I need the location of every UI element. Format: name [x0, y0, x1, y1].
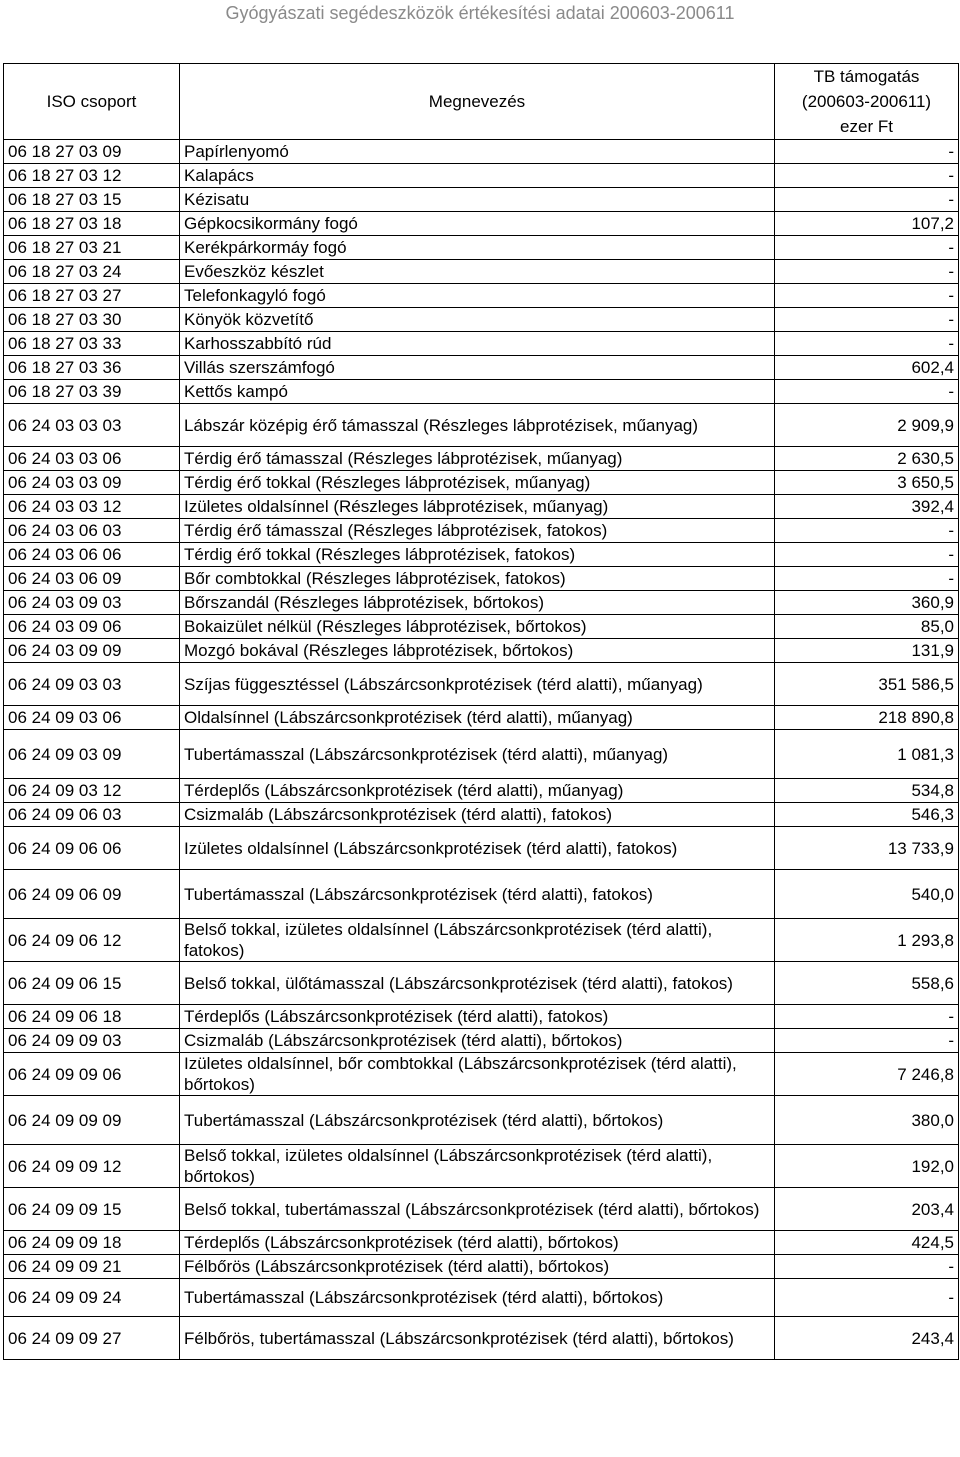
iso-code: 06 24 09 03 09 [4, 730, 180, 779]
iso-code: 06 18 27 03 30 [4, 308, 180, 332]
item-name: Papírlenyomó [180, 140, 775, 164]
item-name: Kerékpárkormáy fogó [180, 236, 775, 260]
table-row [4, 380, 959, 404]
table-row [4, 140, 959, 164]
iso-code: 06 24 09 09 21 [4, 1255, 180, 1279]
support-value: - [775, 1029, 959, 1053]
support-value: 540,0 [775, 870, 959, 919]
iso-code: 06 18 27 03 24 [4, 260, 180, 284]
table-row [4, 308, 959, 332]
iso-code: 06 18 27 03 39 [4, 380, 180, 404]
iso-code: 06 24 09 09 06 [4, 1053, 180, 1096]
table-row [4, 1279, 959, 1317]
item-name: Bokaizület nélkül (Részleges lábprotézisek, bőrtokos) [180, 615, 775, 639]
table-row [4, 730, 959, 779]
table-body [4, 140, 959, 1360]
iso-code: 06 24 09 03 12 [4, 779, 180, 803]
table-row [4, 260, 959, 284]
item-name: Szíjas függesztéssel (Lábszárcsonkprotézisek (térd alatti), műanyag) [180, 663, 775, 706]
table-row [4, 663, 959, 706]
table-row [4, 543, 959, 567]
item-name: Telefonkagyló fogó [180, 284, 775, 308]
item-name: Csizmaláb (Lábszárcsonkprotézisek (térd alatti), fatokos) [180, 803, 775, 827]
iso-code: 06 24 09 06 12 [4, 919, 180, 962]
item-name: Villás szerszámfogó [180, 356, 775, 380]
header-value-line-2: (200603-200611) [801, 92, 932, 111]
table-row [4, 919, 959, 962]
support-value: 85,0 [775, 615, 959, 639]
support-value: - [775, 332, 959, 356]
item-name: Izületes oldalsínnel, bőr combtokkal (Lábszárcsonkprotézisek (térd alatti), bőrtokos) [180, 1053, 775, 1096]
iso-code: 06 24 09 09 09 [4, 1096, 180, 1145]
item-name: Bőr combtokkal (Részleges lábprotézisek, fatokos) [180, 567, 775, 591]
table-row [4, 1188, 959, 1231]
table-row [4, 803, 959, 827]
item-name: Belső tokkal, tubertámasszal (Lábszárcsonkprotézisek (térd alatti), bőrtokos) [180, 1188, 775, 1231]
iso-code: 06 18 27 03 21 [4, 236, 180, 260]
table-row [4, 404, 959, 447]
table-row [4, 1005, 959, 1029]
item-name: Oldalsínnel (Lábszárcsonkprotézisek (térd alatti), műanyag) [180, 706, 775, 730]
iso-code: 06 18 27 03 33 [4, 332, 180, 356]
table-row [4, 1053, 959, 1096]
table-row [4, 356, 959, 380]
table-row [4, 471, 959, 495]
item-name: Tubertámasszal (Lábszárcsonkprotézisek (térd alatti), fatokos) [180, 870, 775, 919]
support-value: 1 293,8 [775, 919, 959, 962]
item-name: Térdig érő támasszal (Részleges lábprotézisek, fatokos) [180, 519, 775, 543]
support-value: 2 909,9 [775, 404, 959, 447]
item-name: Tubertámasszal (Lábszárcsonkprotézisek (térd alatti), műanyag) [180, 730, 775, 779]
item-name: Térdeplős (Lábszárcsonkprotézisek (térd alatti), műanyag) [180, 779, 775, 803]
item-name: Térdig érő tokkal (Részleges lábprotézisek, fatokos) [180, 543, 775, 567]
item-name: Lábszár középig érő támasszal (Részleges lábprotézisek, műanyag) [180, 404, 775, 447]
support-value: 7 246,8 [775, 1053, 959, 1096]
item-name: Belső tokkal, ülőtámasszal (Lábszárcsonkprotézisek (térd alatti), fatokos) [180, 962, 775, 1005]
item-name: Izületes oldalsínnel (Részleges lábprotézisek, műanyag) [180, 495, 775, 519]
iso-code: 06 24 09 09 27 [4, 1317, 180, 1360]
iso-code: 06 24 09 06 18 [4, 1005, 180, 1029]
item-name: Félbőrös (Lábszárcsonkprotézisek (térd alatti), bőrtokos) [180, 1255, 775, 1279]
iso-code: 06 24 03 03 03 [4, 404, 180, 447]
table-row [4, 447, 959, 471]
support-value: - [775, 260, 959, 284]
support-value: - [775, 1279, 959, 1317]
support-value: - [775, 1255, 959, 1279]
item-name: Kettős kampó [180, 380, 775, 404]
iso-code: 06 24 03 06 09 [4, 567, 180, 591]
iso-code: 06 18 27 03 18 [4, 212, 180, 236]
support-value: 3 650,5 [775, 471, 959, 495]
support-value: 351 586,5 [775, 663, 959, 706]
support-value: 107,2 [775, 212, 959, 236]
item-name: Térdeplős (Lábszárcsonkprotézisek (térd alatti), bőrtokos) [180, 1231, 775, 1255]
support-value: 602,4 [775, 356, 959, 380]
table-row [4, 1145, 959, 1188]
support-value: - [775, 188, 959, 212]
table-row [4, 827, 959, 870]
item-name: Mozgó bokával (Részleges lábprotézisek, bőrtokos) [180, 639, 775, 663]
table-row [4, 567, 959, 591]
table-row [4, 706, 959, 730]
item-name: Térdig érő tokkal (Részleges lábprotézisek, műanyag) [180, 471, 775, 495]
support-value: 243,4 [775, 1317, 959, 1360]
table-row [4, 779, 959, 803]
iso-code: 06 24 03 09 09 [4, 639, 180, 663]
table-row [4, 188, 959, 212]
item-name: Belső tokkal, izületes oldalsínnel (Lábszárcsonkprotézisek (térd alatti), fatokos) [180, 919, 775, 962]
iso-code: 06 24 09 09 24 [4, 1279, 180, 1317]
iso-code: 06 24 03 09 03 [4, 591, 180, 615]
item-name: Csizmaláb (Lábszárcsonkprotézisek (térd alatti), bőrtokos) [180, 1029, 775, 1053]
iso-code: 06 18 27 03 27 [4, 284, 180, 308]
table-row [4, 236, 959, 260]
item-name: Tubertámasszal (Lábszárcsonkprotézisek (térd alatti), bőrtokos) [180, 1279, 775, 1317]
item-name: Félbőrös, tubertámasszal (Lábszárcsonkprotézisek (térd alatti), bőrtokos) [180, 1317, 775, 1360]
header-name: Megnevezés [180, 64, 775, 140]
item-name: Kalapács [180, 164, 775, 188]
iso-code: 06 24 03 09 06 [4, 615, 180, 639]
support-value: 558,6 [775, 962, 959, 1005]
support-value: - [775, 308, 959, 332]
support-value: - [775, 1005, 959, 1029]
support-value: 192,0 [775, 1145, 959, 1188]
table-row [4, 1255, 959, 1279]
support-value: 203,4 [775, 1188, 959, 1231]
support-value: 546,3 [775, 803, 959, 827]
table-row [4, 962, 959, 1005]
iso-code: 06 24 09 06 09 [4, 870, 180, 919]
item-name: Kézisatu [180, 188, 775, 212]
iso-code: 06 24 09 06 15 [4, 962, 180, 1005]
table-row [4, 870, 959, 919]
iso-code: 06 24 09 09 03 [4, 1029, 180, 1053]
support-value: 424,5 [775, 1231, 959, 1255]
support-value: 1 081,3 [775, 730, 959, 779]
table-row [4, 615, 959, 639]
item-name: Könyök közvetítő [180, 308, 775, 332]
item-name: Térdeplős (Lábszárcsonkprotézisek (térd alatti), fatokos) [180, 1005, 775, 1029]
table-row [4, 212, 959, 236]
support-value: - [775, 284, 959, 308]
table-row [4, 495, 959, 519]
iso-code: 06 18 27 03 09 [4, 140, 180, 164]
header-iso: ISO csoport [4, 64, 180, 140]
table-row [4, 164, 959, 188]
item-name: Evőeszköz készlet [180, 260, 775, 284]
table-row [4, 284, 959, 308]
table-row [4, 1029, 959, 1053]
support-value: 360,9 [775, 591, 959, 615]
support-value: - [775, 543, 959, 567]
item-name: Bőrszandál (Részleges lábprotézisek, bőrtokos) [180, 591, 775, 615]
iso-code: 06 24 09 06 03 [4, 803, 180, 827]
iso-code: 06 24 03 03 09 [4, 471, 180, 495]
support-value: 392,4 [775, 495, 959, 519]
header-value [775, 64, 959, 140]
support-value: - [775, 236, 959, 260]
header-row [4, 64, 959, 140]
iso-code: 06 24 09 09 15 [4, 1188, 180, 1231]
support-value: 13 733,9 [775, 827, 959, 870]
item-name: Gépkocsikormány fogó [180, 212, 775, 236]
item-name: Belső tokkal, izületes oldalsínnel (Lábszárcsonkprotézisek (térd alatti), bőrtokos) [180, 1145, 775, 1188]
item-name: Térdig érő támasszal (Részleges lábprotézisek, műanyag) [180, 447, 775, 471]
table-row [4, 519, 959, 543]
item-name: Izületes oldalsínnel (Lábszárcsonkprotézisek (térd alatti), fatokos) [180, 827, 775, 870]
document-title: Gyógyászati segédeszközök értékesítési adatai 200603-200611 [225, 3, 735, 23]
support-value: - [775, 519, 959, 543]
support-value: - [775, 164, 959, 188]
iso-code: 06 24 03 06 03 [4, 519, 180, 543]
iso-code: 06 24 03 03 06 [4, 447, 180, 471]
iso-code: 06 24 09 09 18 [4, 1231, 180, 1255]
iso-code: 06 18 27 03 36 [4, 356, 180, 380]
item-name: Tubertámasszal (Lábszárcsonkprotézisek (térd alatti), bőrtokos) [180, 1096, 775, 1145]
iso-code: 06 18 27 03 15 [4, 188, 180, 212]
item-name: Karhosszabbító rúd [180, 332, 775, 356]
table-row [4, 1317, 959, 1360]
header-value-line-3: ezer Ft [840, 117, 893, 136]
iso-code: 06 24 09 06 06 [4, 827, 180, 870]
table-row [4, 1096, 959, 1145]
support-value: - [775, 567, 959, 591]
support-value: 218 890,8 [775, 706, 959, 730]
iso-code: 06 24 09 09 12 [4, 1145, 180, 1188]
support-value: 534,8 [775, 779, 959, 803]
header-value-line-1: TB támogatás [813, 67, 920, 86]
iso-code: 06 24 03 06 06 [4, 543, 180, 567]
iso-code: 06 24 03 03 12 [4, 495, 180, 519]
sales-table [3, 63, 959, 1360]
iso-code: 06 18 27 03 12 [4, 164, 180, 188]
table-row [4, 591, 959, 615]
table-row [4, 639, 959, 663]
support-value: - [775, 380, 959, 404]
support-value: 2 630,5 [775, 447, 959, 471]
support-value: 380,0 [775, 1096, 959, 1145]
iso-code: 06 24 09 03 03 [4, 663, 180, 706]
table-row [4, 1231, 959, 1255]
iso-code: 06 24 09 03 06 [4, 706, 180, 730]
support-value: 131,9 [775, 639, 959, 663]
table-row [4, 332, 959, 356]
support-value: - [775, 140, 959, 164]
